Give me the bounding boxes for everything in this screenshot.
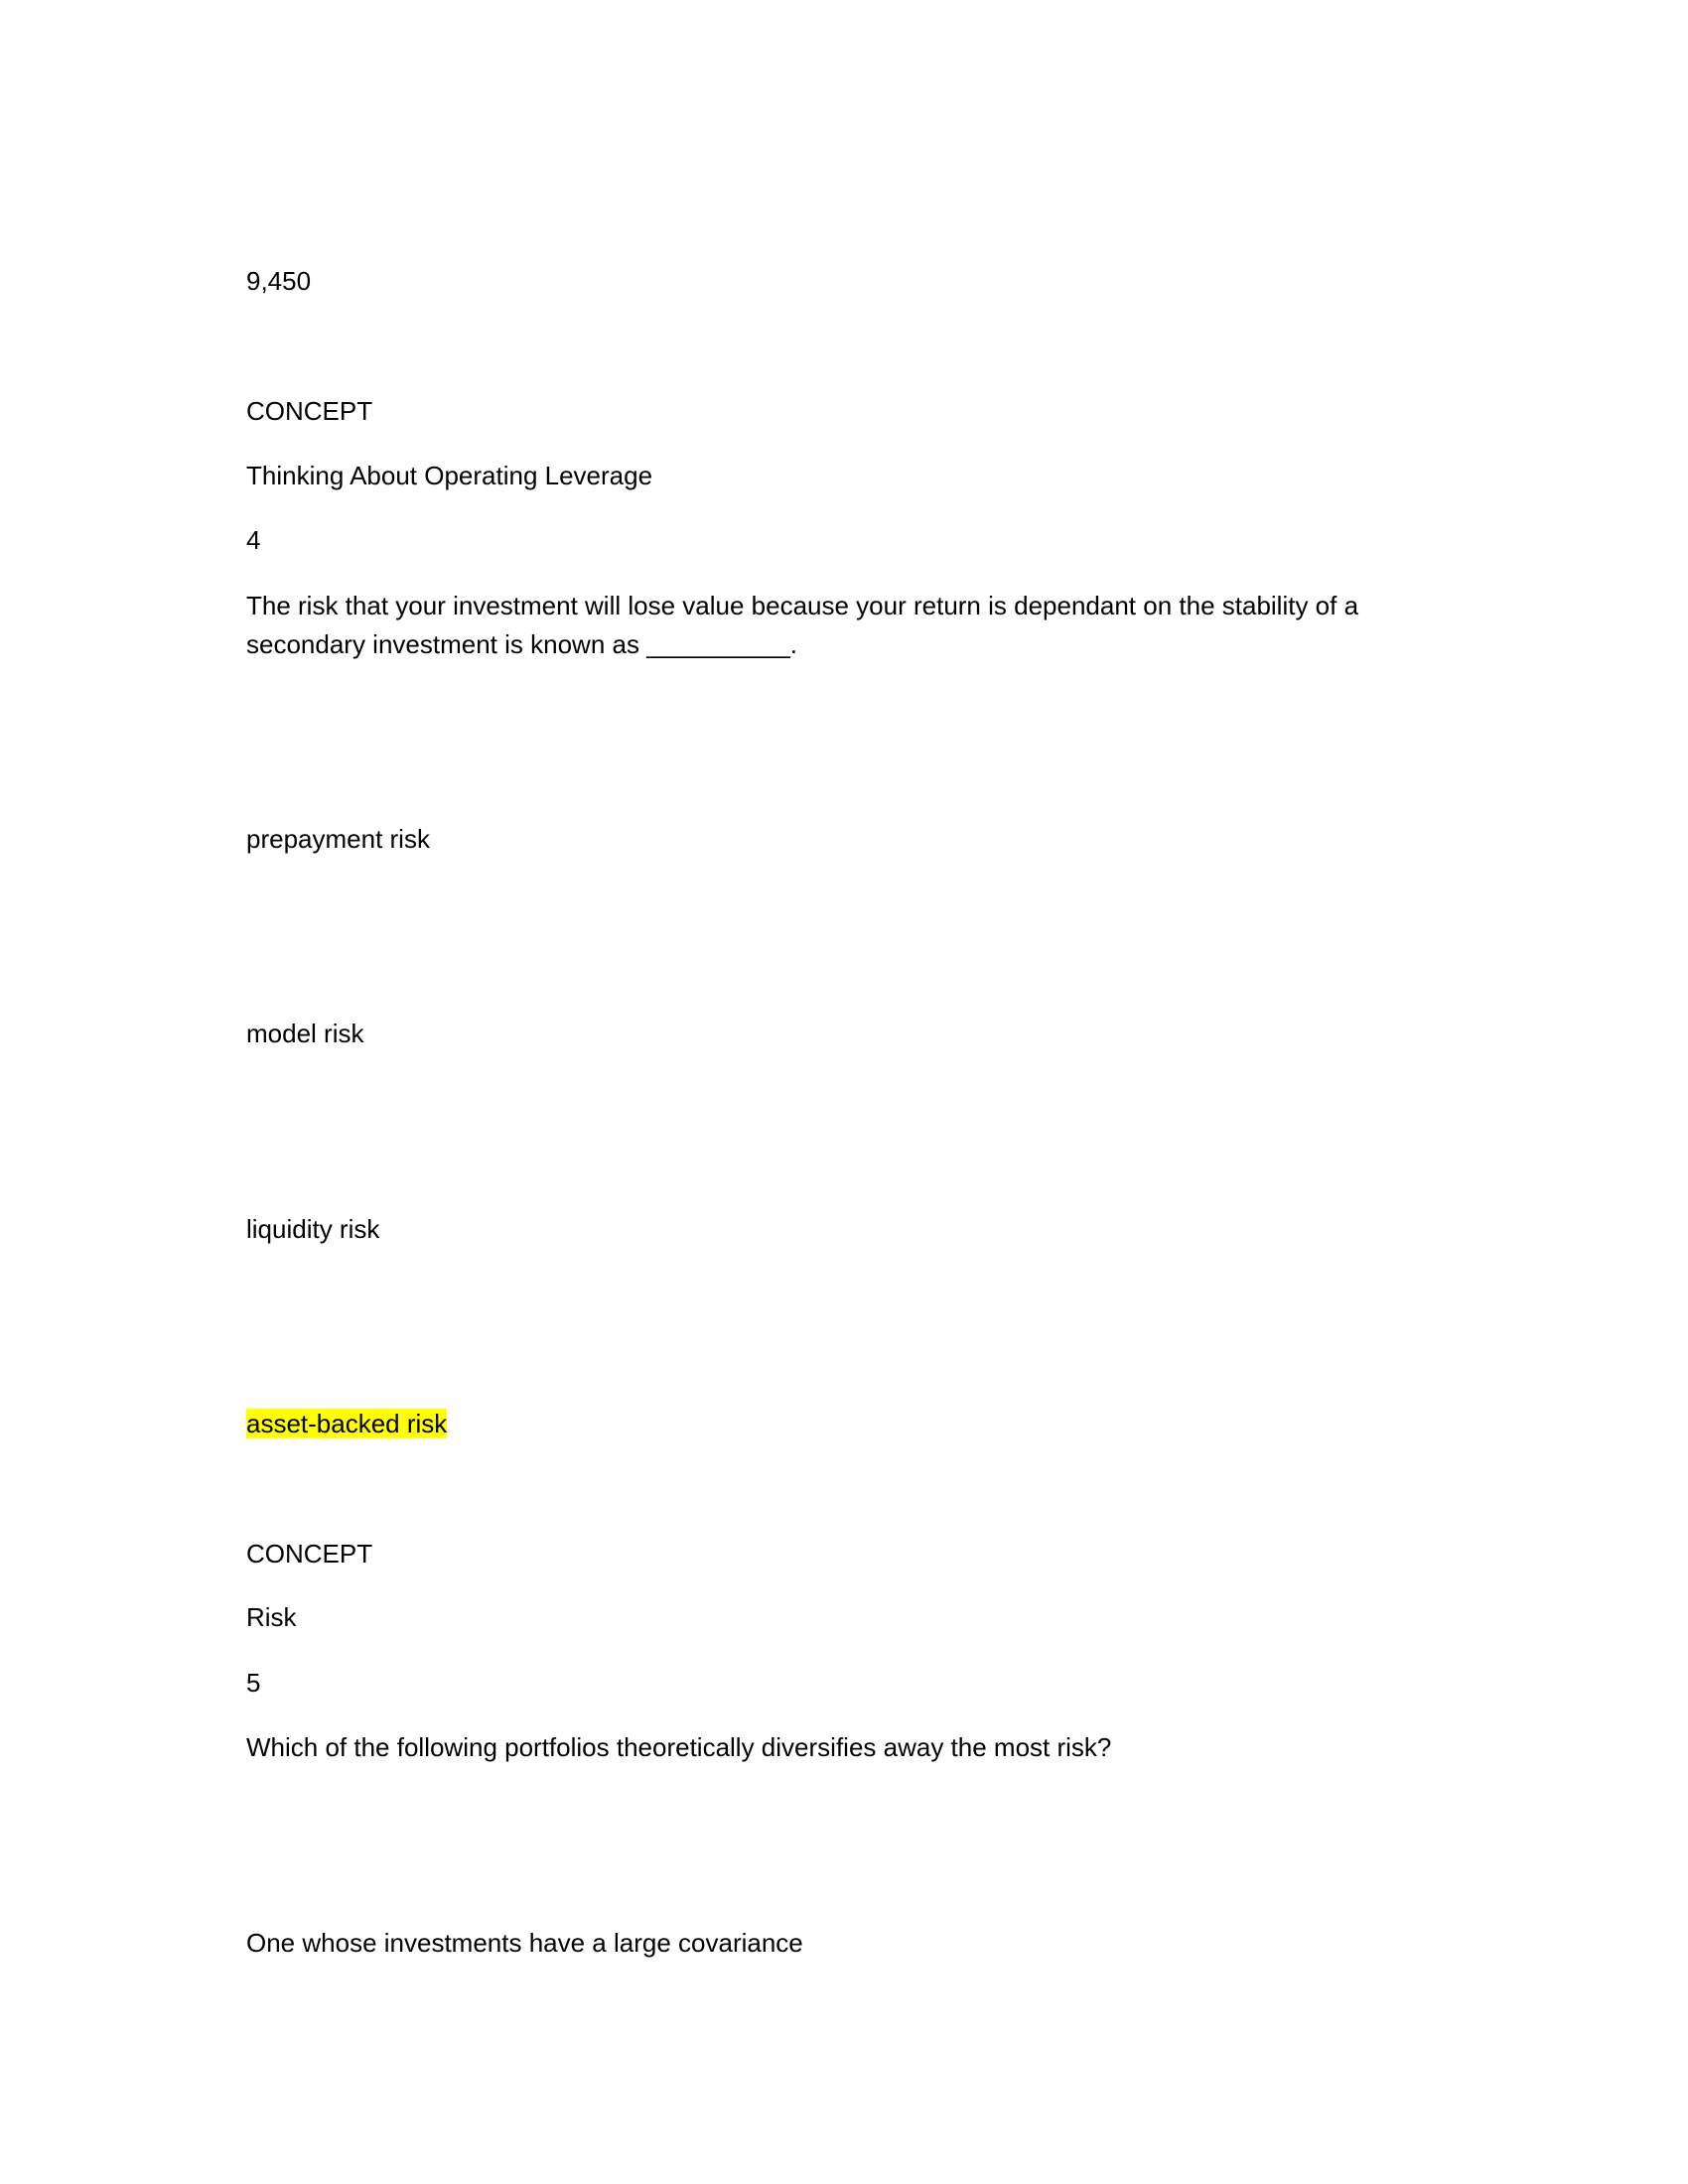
- question-text: Which of the following portfolios theoretically diversifies away the most risk?: [246, 1732, 1112, 1762]
- concept-label: CONCEPT: [246, 1539, 373, 1569]
- question-text: The risk that your investment will lose value because your return is dependant on the stability of a secondary investment is known as __________.: [246, 591, 1359, 659]
- answer-option: One whose investments have a large covariance: [246, 1928, 803, 1958]
- concept-title: Thinking About Operating Leverage: [246, 461, 653, 490]
- answer-option: prepayment risk: [246, 824, 430, 854]
- question-number: 4: [246, 525, 261, 555]
- answer-option-highlighted: asset-backed risk: [246, 1409, 448, 1438]
- concept-label: CONCEPT: [246, 396, 373, 426]
- concept-title: Risk: [246, 1602, 297, 1632]
- question-number: 5: [246, 1668, 261, 1698]
- previous-answer: 9,450: [246, 266, 312, 296]
- answer-option: model risk: [246, 1019, 364, 1048]
- answer-option: liquidity risk: [246, 1214, 380, 1244]
